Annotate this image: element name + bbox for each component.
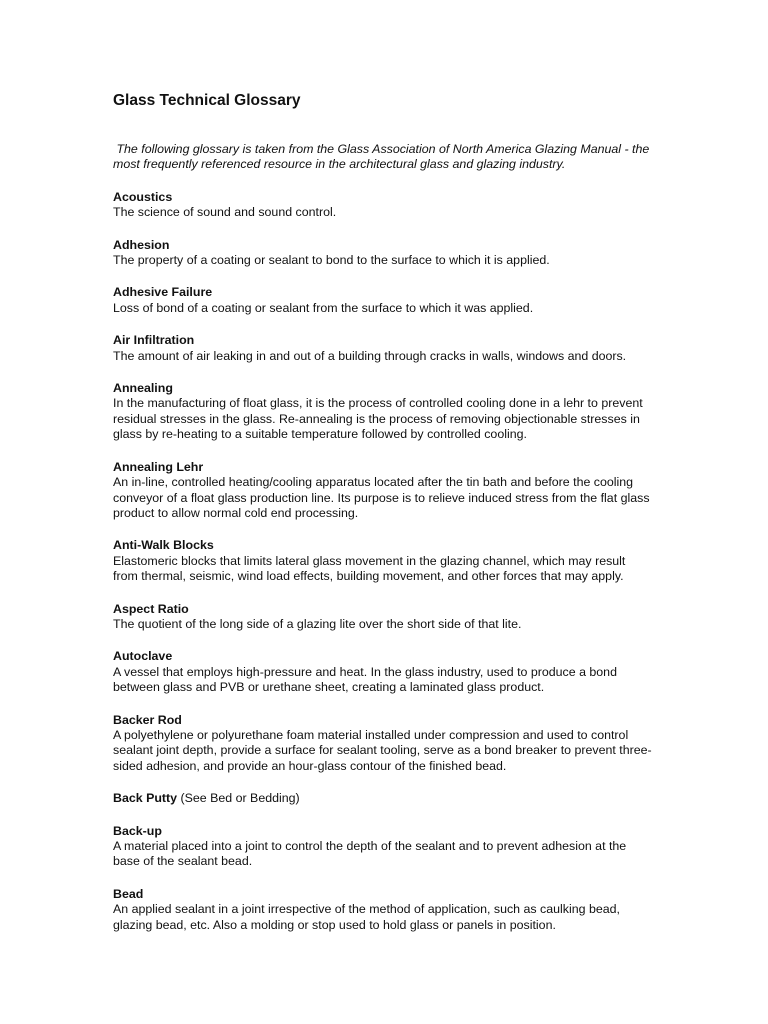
glossary-definition: The quotient of the long side of a glazing lite over the short side of that lite. bbox=[113, 616, 522, 631]
glossary-definition: The science of sound and sound control. bbox=[113, 205, 337, 220]
glossary-definition: A polyethylene or polyurethane foam material installed under compression and used to control sealant joint depth, provide a surface for sealant tooling, serve as a bond breaker to prevent three-sided adhesion, and provide an hour-glass contour of the finished bead. bbox=[113, 727, 652, 773]
glossary-term: Backer Rod bbox=[113, 712, 182, 727]
glossary-term: Autoclave bbox=[113, 649, 173, 664]
glossary-entry-back-putty bbox=[113, 791, 653, 806]
document-page bbox=[113, 90, 653, 933]
glossary-definition: The amount of air leaking in and out of a building through cracks in walls, windows and doors. bbox=[113, 348, 627, 363]
glossary-entry-autoclave bbox=[113, 649, 653, 695]
glossary-term: Adhesion bbox=[113, 237, 170, 252]
intro-paragraph: The following glossary is taken from the Glass Association of North America Glazing Manual - the most frequently referenced resource in the architectural glass and glazing industry. bbox=[113, 142, 653, 172]
glossary-entry-backer-rod bbox=[113, 713, 653, 775]
glossary-term: Back-up bbox=[113, 823, 162, 838]
glossary-definition: Elastomeric blocks that limits lateral glass movement in the glazing channel, which may result from thermal, seismic, wind load effects, building movement, and other forces that may apply. bbox=[113, 553, 626, 584]
glossary-definition: Loss of bond of a coating or sealant from the surface to which it was applied. bbox=[113, 300, 534, 315]
glossary-term: Back Putty bbox=[113, 791, 178, 806]
glossary-definition: An applied sealant in a joint irrespective of the method of application, such as caulking bead, glazing bead, etc. Also a molding or stop used to hold glass or panels in position. bbox=[113, 902, 620, 932]
glossary-entry-adhesive-failure bbox=[113, 285, 653, 316]
glossary-entry-annealing-lehr bbox=[113, 460, 653, 522]
glossary-entry-adhesion bbox=[113, 238, 653, 269]
glossary-entry-back-up bbox=[113, 824, 653, 870]
glossary-entry-annealing bbox=[113, 381, 653, 443]
glossary-definition: An in-line, controlled heating/cooling apparatus located after the tin bath and before the cooling conveyor of a float glass production line. Its purpose is to relieve induced stress from the flat glass product to allow normal cold end processing. bbox=[113, 475, 650, 520]
glossary-entry-air-infiltration bbox=[113, 333, 653, 364]
glossary-term: Acoustics bbox=[113, 189, 173, 204]
glossary-term: Adhesive Failure bbox=[113, 285, 213, 300]
page-title: Glass Technical Glossary bbox=[113, 92, 301, 109]
glossary-term: Annealing Lehr bbox=[113, 459, 204, 474]
glossary-cross-reference: (See Bed or Bedding) bbox=[177, 791, 300, 806]
glossary-definition: In the manufacturing of float glass, it is the process of controlled cooling done in a lehr to prevent residual stresses in the glass. Re-annealing is the process of removing objectionable stresses in glass by re-heating to a suitable temperature followed by controlled cooling. bbox=[113, 396, 643, 442]
glossary-entry-aspect-ratio bbox=[113, 602, 653, 633]
glossary-entry-acoustics bbox=[113, 190, 653, 221]
glossary-term: Air Infiltration bbox=[113, 333, 195, 348]
glossary-definition: A material placed into a joint to control the depth of the sealant and to prevent adhesion at the base of the sealant bead. bbox=[113, 839, 627, 869]
glossary-definition: The property of a coating or sealant to bond to the surface to which it is applied. bbox=[113, 253, 550, 268]
glossary-term: Anti-Walk Blocks bbox=[113, 538, 214, 553]
glossary-term: Aspect Ratio bbox=[113, 601, 189, 616]
glossary-definition: A vessel that employs high-pressure and heat. In the glass industry, used to produce a bond between glass and PVB or urethane sheet, creating a laminated glass product. bbox=[113, 664, 617, 695]
glossary-entry-anti-walk-blocks bbox=[113, 538, 653, 584]
glossary-term: Annealing bbox=[113, 381, 173, 396]
glossary-term: Bead bbox=[113, 886, 144, 901]
glossary-entry-bead bbox=[113, 887, 653, 933]
